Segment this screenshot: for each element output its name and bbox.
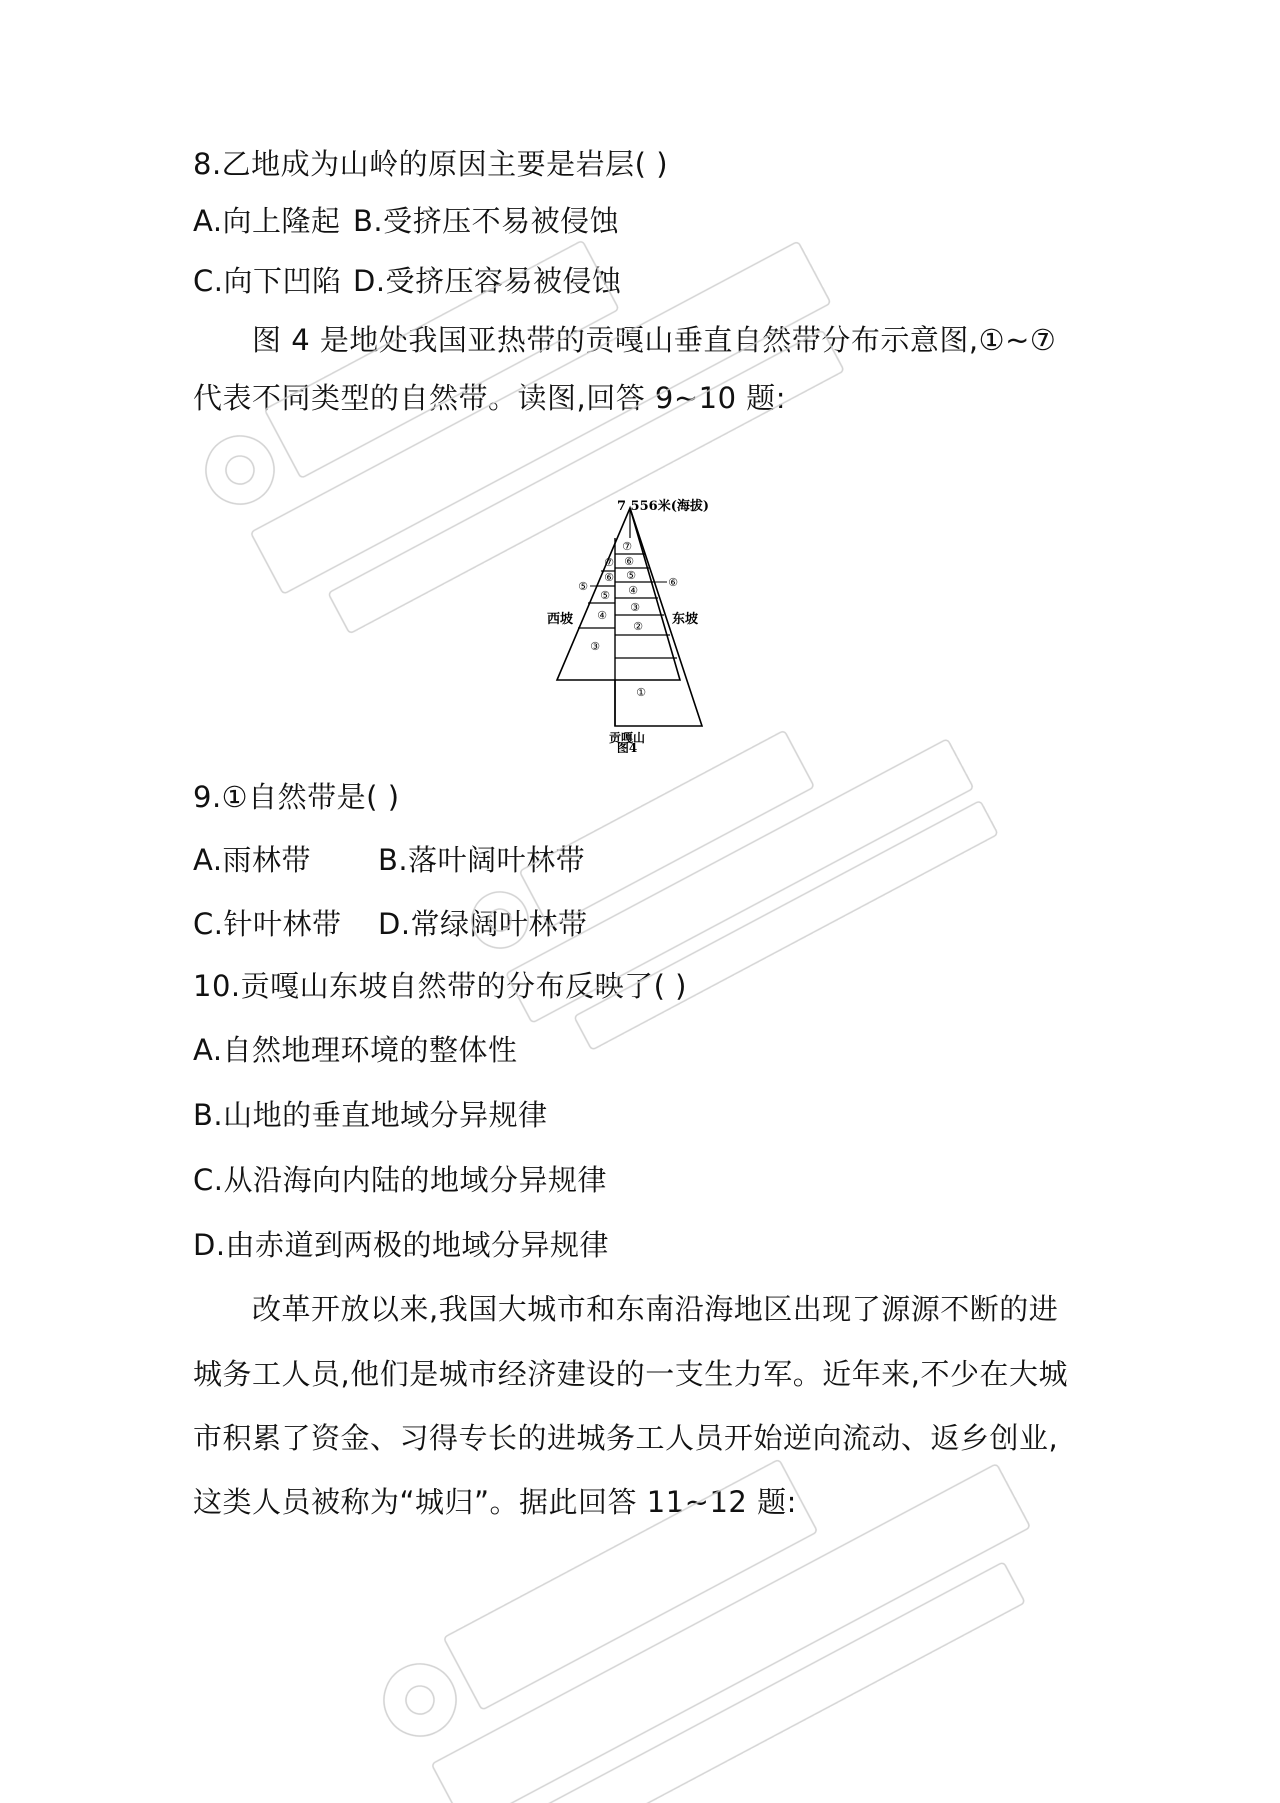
west-zone-1: ⑤ [600, 589, 610, 602]
west-zone-second: ⑥ [604, 571, 614, 584]
q8-option-a: A.向上隆起 [193, 204, 341, 238]
q10-stem: 10.贡嘎山东坡自然带的分布反映了( ) [193, 969, 687, 1003]
gongga-vertical-zones-figure [545, 498, 755, 753]
east-zone-3: ③ [630, 601, 640, 614]
q10-option-b: B.山地的垂直地域分异规律 [193, 1098, 548, 1132]
west-zone-2: ④ [597, 609, 607, 622]
east-zone-5: ⑤ [626, 569, 636, 582]
east-zone-7: ⑦ [622, 540, 632, 553]
east-zone-4: ④ [628, 584, 638, 597]
q8-option-d: D.受挤压容易被侵蚀 [353, 264, 622, 298]
q9-option-c: C.针叶林带 [193, 907, 342, 941]
east-zone-6: ⑥ [624, 555, 634, 568]
east-zone-2: ② [633, 620, 643, 633]
east-side-marker: ⑥ [668, 576, 678, 589]
q8-stem: 8.乙地成为山岭的原因主要是岩层( ) [193, 147, 669, 181]
q9-option-b: B.落叶阔叶林带 [378, 843, 586, 877]
fig4-intro-line2: 代表不同类型的自然带。读图,回答 9~10 题: [193, 381, 787, 415]
q11-12-intro-line2: 城务工人员,他们是城市经济建设的一支生力军。近年来,不少在大城 [193, 1357, 1068, 1391]
q10-option-d: D.由赤道到两极的地域分异规律 [193, 1228, 610, 1262]
q10-option-a: A.自然地理环境的整体性 [193, 1033, 518, 1067]
west-side-marker: ⑤ [578, 580, 588, 593]
west-slope-label: 西坡 [547, 612, 574, 627]
q9-option-d: D.常绿阔叶林带 [378, 907, 588, 941]
mountain-label: 贡嘎山 [608, 731, 646, 745]
west-zone-top: ⑦ [604, 556, 614, 569]
east-slope-label: 东坡 [672, 612, 699, 627]
q10-option-c: C.从沿海向内陆的地域分异规律 [193, 1163, 607, 1197]
mountain-outline [557, 508, 680, 680]
q11-12-intro-line1: 改革开放以来,我国大城市和东南沿海地区出现了源源不断的进 [252, 1292, 1059, 1326]
west-zone-3: ③ [590, 640, 600, 653]
q11-12-intro-line3: 市积累了资金、习得专长的进城务工人员开始逆向流动、返乡创业, [193, 1421, 1059, 1455]
q8-option-b: B.受挤压不易被侵蚀 [353, 204, 620, 238]
q9-stem: 9.①自然带是( ) [193, 780, 400, 814]
q11-12-intro-line4: 这类人员被称为“城归”。据此回答 11~12 题: [193, 1485, 797, 1519]
q9-option-a: A.雨林带 [193, 843, 312, 877]
fig4-intro-line1: 图 4 是地处我国亚热带的贡嘎山垂直自然带分布示意图,①~⑦ [252, 323, 1057, 357]
summit-label: 7 556米(海拔) [616, 499, 710, 514]
figure-caption: 图4 [616, 741, 638, 753]
east-zone-1: ① [636, 686, 646, 699]
q8-option-c: C.向下凹陷 [193, 264, 342, 298]
